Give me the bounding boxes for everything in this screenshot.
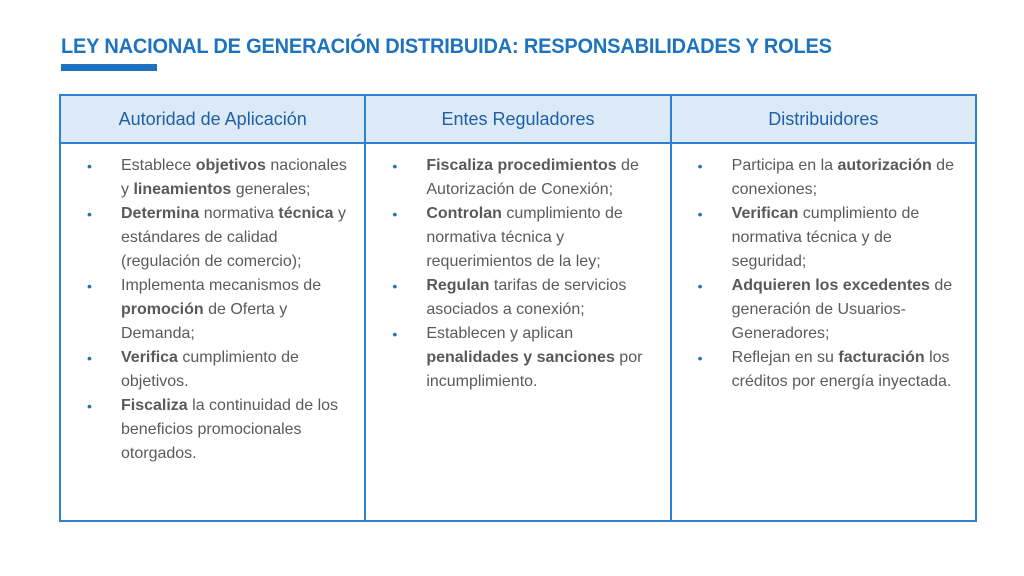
bullet-icon: • bbox=[87, 350, 92, 366]
bullet-list bbox=[694, 154, 963, 394]
text-segment: Reflejan en su bbox=[731, 349, 839, 366]
bold-text: Controlan bbox=[426, 205, 502, 222]
bullet-icon: • bbox=[392, 326, 398, 342]
list-item bbox=[694, 202, 963, 274]
bullet-icon: • bbox=[87, 206, 92, 222]
bullet-icon: • bbox=[87, 398, 92, 414]
bullet-icon: • bbox=[87, 158, 92, 174]
bold-text: objetivos bbox=[195, 157, 266, 174]
bullet-icon: • bbox=[87, 278, 92, 294]
bold-text: Verifica bbox=[121, 349, 178, 366]
list-item bbox=[83, 202, 352, 274]
text-segment: los créditos por energía inyectada. bbox=[731, 349, 952, 390]
bold-text: facturación bbox=[838, 349, 925, 366]
text-segment: de Oferta y Demanda; bbox=[121, 301, 288, 342]
bold-text: lineamientos bbox=[133, 181, 232, 198]
bullet-list bbox=[83, 154, 352, 466]
bold-text: autorización bbox=[837, 157, 932, 174]
list-item bbox=[388, 322, 657, 394]
column-header-distribuidores: Distribuidores bbox=[671, 95, 976, 143]
text-segment: Implementa mecanismos de bbox=[121, 277, 322, 294]
text-segment: tarifas de servicios asociados a conexión; bbox=[426, 277, 627, 318]
text-segment: cumplimiento de normativa técnica y requerimientos de la ley; bbox=[426, 205, 623, 270]
list-item bbox=[694, 274, 963, 346]
list-item bbox=[694, 346, 963, 394]
text-segment: y estándares de calidad (regulación de comercio); bbox=[121, 205, 346, 270]
bold-text: Fiscaliza bbox=[121, 397, 188, 414]
list-item bbox=[83, 394, 352, 466]
column-header-entes: Entes Reguladores bbox=[365, 95, 670, 143]
list-item bbox=[388, 274, 657, 322]
slide-title: LEY NACIONAL DE GENERACIÓN DISTRIBUIDA: RESPONSABILIDADES Y ROLES bbox=[61, 34, 832, 58]
text-segment: de conexiones; bbox=[731, 157, 954, 198]
list-item bbox=[83, 346, 352, 394]
bold-text: técnica bbox=[278, 205, 334, 222]
column-cell-autoridad bbox=[60, 143, 365, 521]
bullet-list bbox=[388, 154, 657, 394]
text-segment: Participa en la bbox=[731, 157, 838, 174]
bullet-icon: • bbox=[392, 206, 398, 222]
bold-text: penalidades y sanciones bbox=[426, 349, 615, 366]
text-segment: cumplimiento de objetivos. bbox=[121, 349, 299, 390]
text-segment: cumplimiento de normativa técnica y de seguridad; bbox=[731, 205, 920, 270]
text-segment: normativa bbox=[199, 205, 279, 222]
list-item bbox=[694, 154, 963, 202]
bullet-icon: • bbox=[392, 278, 398, 294]
bold-text: promoción bbox=[121, 301, 204, 318]
bold-text: Adquieren los excedentes bbox=[731, 277, 930, 294]
bullet-icon: • bbox=[697, 158, 703, 174]
bold-text: Verifican bbox=[731, 205, 799, 222]
text-segment: por incumplimiento. bbox=[426, 349, 643, 390]
bullet-icon: • bbox=[697, 206, 703, 222]
title-accent-bar bbox=[61, 64, 157, 71]
list-item bbox=[388, 154, 657, 202]
text-segment: nacionales y bbox=[121, 157, 347, 198]
text-segment: la continuidad de los beneficios promocionales otorgados. bbox=[121, 397, 339, 462]
bold-text: Determina bbox=[121, 205, 200, 222]
bullet-icon: • bbox=[697, 350, 703, 366]
text-segment: de Autorización de Conexión; bbox=[426, 157, 639, 198]
column-cell-entes bbox=[365, 143, 670, 521]
column-cell-distribuidores bbox=[671, 143, 976, 521]
bullet-icon: • bbox=[697, 278, 703, 294]
bold-text: Fiscaliza procedimientos bbox=[426, 157, 617, 174]
list-item bbox=[388, 202, 657, 274]
bold-text: Regulan bbox=[426, 277, 490, 294]
text-segment: Establece bbox=[121, 157, 196, 174]
text-segment: generales; bbox=[231, 181, 311, 198]
roles-table bbox=[59, 94, 977, 522]
bullet-icon: • bbox=[392, 158, 398, 174]
text-segment: de generación de Usuarios-Generadores; bbox=[731, 277, 953, 342]
table-header-row bbox=[60, 95, 976, 143]
table-body-row bbox=[60, 143, 976, 521]
list-item bbox=[83, 154, 352, 202]
column-header-autoridad: Autoridad de Aplicación bbox=[60, 95, 365, 143]
list-item bbox=[83, 274, 352, 346]
text-segment: Establecen y aplican bbox=[426, 325, 574, 342]
